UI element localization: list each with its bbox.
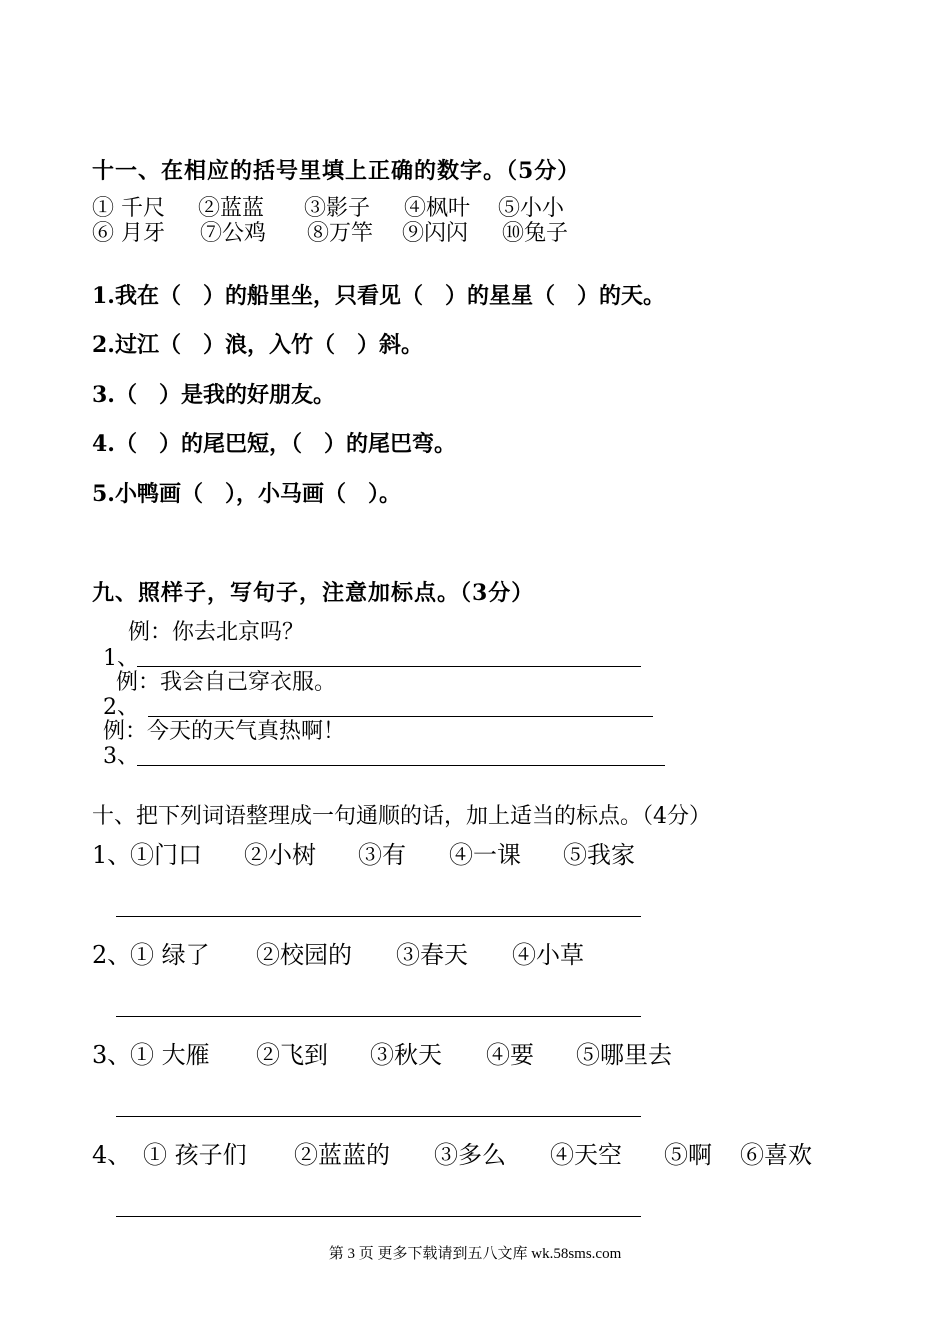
item-1-word-3: ③有 <box>358 841 406 869</box>
item-2-number: 2、 <box>92 941 132 969</box>
section-11-heading: 十一、在相应的括号里填上正确的数字。（5分） <box>92 158 581 184</box>
option-8: ⑧万竿 <box>307 221 374 246</box>
section-9-heading: 九、照样子，写句子，注意加标点。（3分） <box>92 580 535 606</box>
answer-line-item-4[interactable] <box>116 1216 641 1217</box>
option-7: ⑦公鸡 <box>200 221 267 246</box>
item-4-word-1: ① 孩子们 <box>143 1141 247 1169</box>
example-2: 例：我会自己穿衣服。 <box>116 670 337 695</box>
item-4-number: 4、 <box>92 1141 132 1169</box>
question-2: 2.过江（ ）浪，入竹（ ）斜。 <box>92 332 423 358</box>
example-3: 例：今天的天气真热啊！ <box>103 719 346 744</box>
item-4-word-3: ③多么 <box>434 1141 506 1169</box>
item-4-word-6: ⑥喜欢 <box>740 1141 812 1169</box>
option-10: ⑩兔子 <box>502 221 569 246</box>
sentence-number-2: 2、 <box>103 695 139 720</box>
item-1-word-4: ④一课 <box>449 841 521 869</box>
answer-line-1[interactable] <box>137 666 641 667</box>
sentence-number-1: 1、 <box>103 646 139 671</box>
item-3-word-3: ③秋天 <box>370 1041 442 1069</box>
item-4-word-5: ⑤啊 <box>664 1141 712 1169</box>
option-5: ⑤小小 <box>498 196 565 221</box>
item-3-word-4: ④要 <box>486 1041 534 1069</box>
option-4: ④枫叶 <box>404 196 471 221</box>
option-9: ⑨闪闪 <box>402 221 469 246</box>
item-2-word-2: ②校园的 <box>256 941 352 969</box>
item-3-word-1: ① 大雁 <box>130 1041 210 1069</box>
section-10-heading: 十、把下列词语整理成一句通顺的话，加上适当的标点。（4分） <box>92 804 711 829</box>
option-1: ① 千尺 <box>92 196 165 221</box>
item-2-word-3: ③春天 <box>396 941 468 969</box>
answer-line-item-3[interactable] <box>116 1116 641 1117</box>
item-3-word-5: ⑤哪里去 <box>576 1041 672 1069</box>
item-4-word-4: ④天空 <box>550 1141 622 1169</box>
item-1-word-5: ⑤我家 <box>563 841 635 869</box>
option-6: ⑥ 月牙 <box>92 221 165 246</box>
page-footer: 第 3 页 更多下载请到五八文库 wk.58sms.com <box>328 1246 622 1262</box>
option-3: ③影子 <box>304 196 371 221</box>
answer-line-item-2[interactable] <box>116 1016 641 1017</box>
example-1: 例：你去北京吗？ <box>128 620 305 645</box>
question-1: 1.我在（ ）的船里坐，只看见（ ）的星星（ ）的天。 <box>92 283 665 309</box>
question-4: 4.（ ）的尾巴短，（ ）的尾巴弯。 <box>92 431 456 457</box>
item-4-word-2: ②蓝蓝的 <box>294 1141 390 1169</box>
item-2-word-1: ① 绿了 <box>130 941 210 969</box>
answer-line-3[interactable] <box>137 765 665 766</box>
option-2: ②蓝蓝 <box>198 196 265 221</box>
item-1-number: 1、 <box>92 841 132 869</box>
answer-line-2[interactable] <box>148 716 653 717</box>
item-3-word-2: ②飞到 <box>256 1041 328 1069</box>
question-5: 5.小鸭画（ ），小马画（ ）。 <box>92 481 401 507</box>
item-3-number: 3、 <box>92 1041 132 1069</box>
item-2-word-4: ④小草 <box>512 941 584 969</box>
question-3: 3.（ ）是我的好朋友。 <box>92 382 335 408</box>
item-1-word-1: ①门口 <box>130 841 202 869</box>
answer-line-item-1[interactable] <box>116 916 641 917</box>
item-1-word-2: ②小树 <box>244 841 316 869</box>
sentence-number-3: 3、 <box>103 744 139 769</box>
